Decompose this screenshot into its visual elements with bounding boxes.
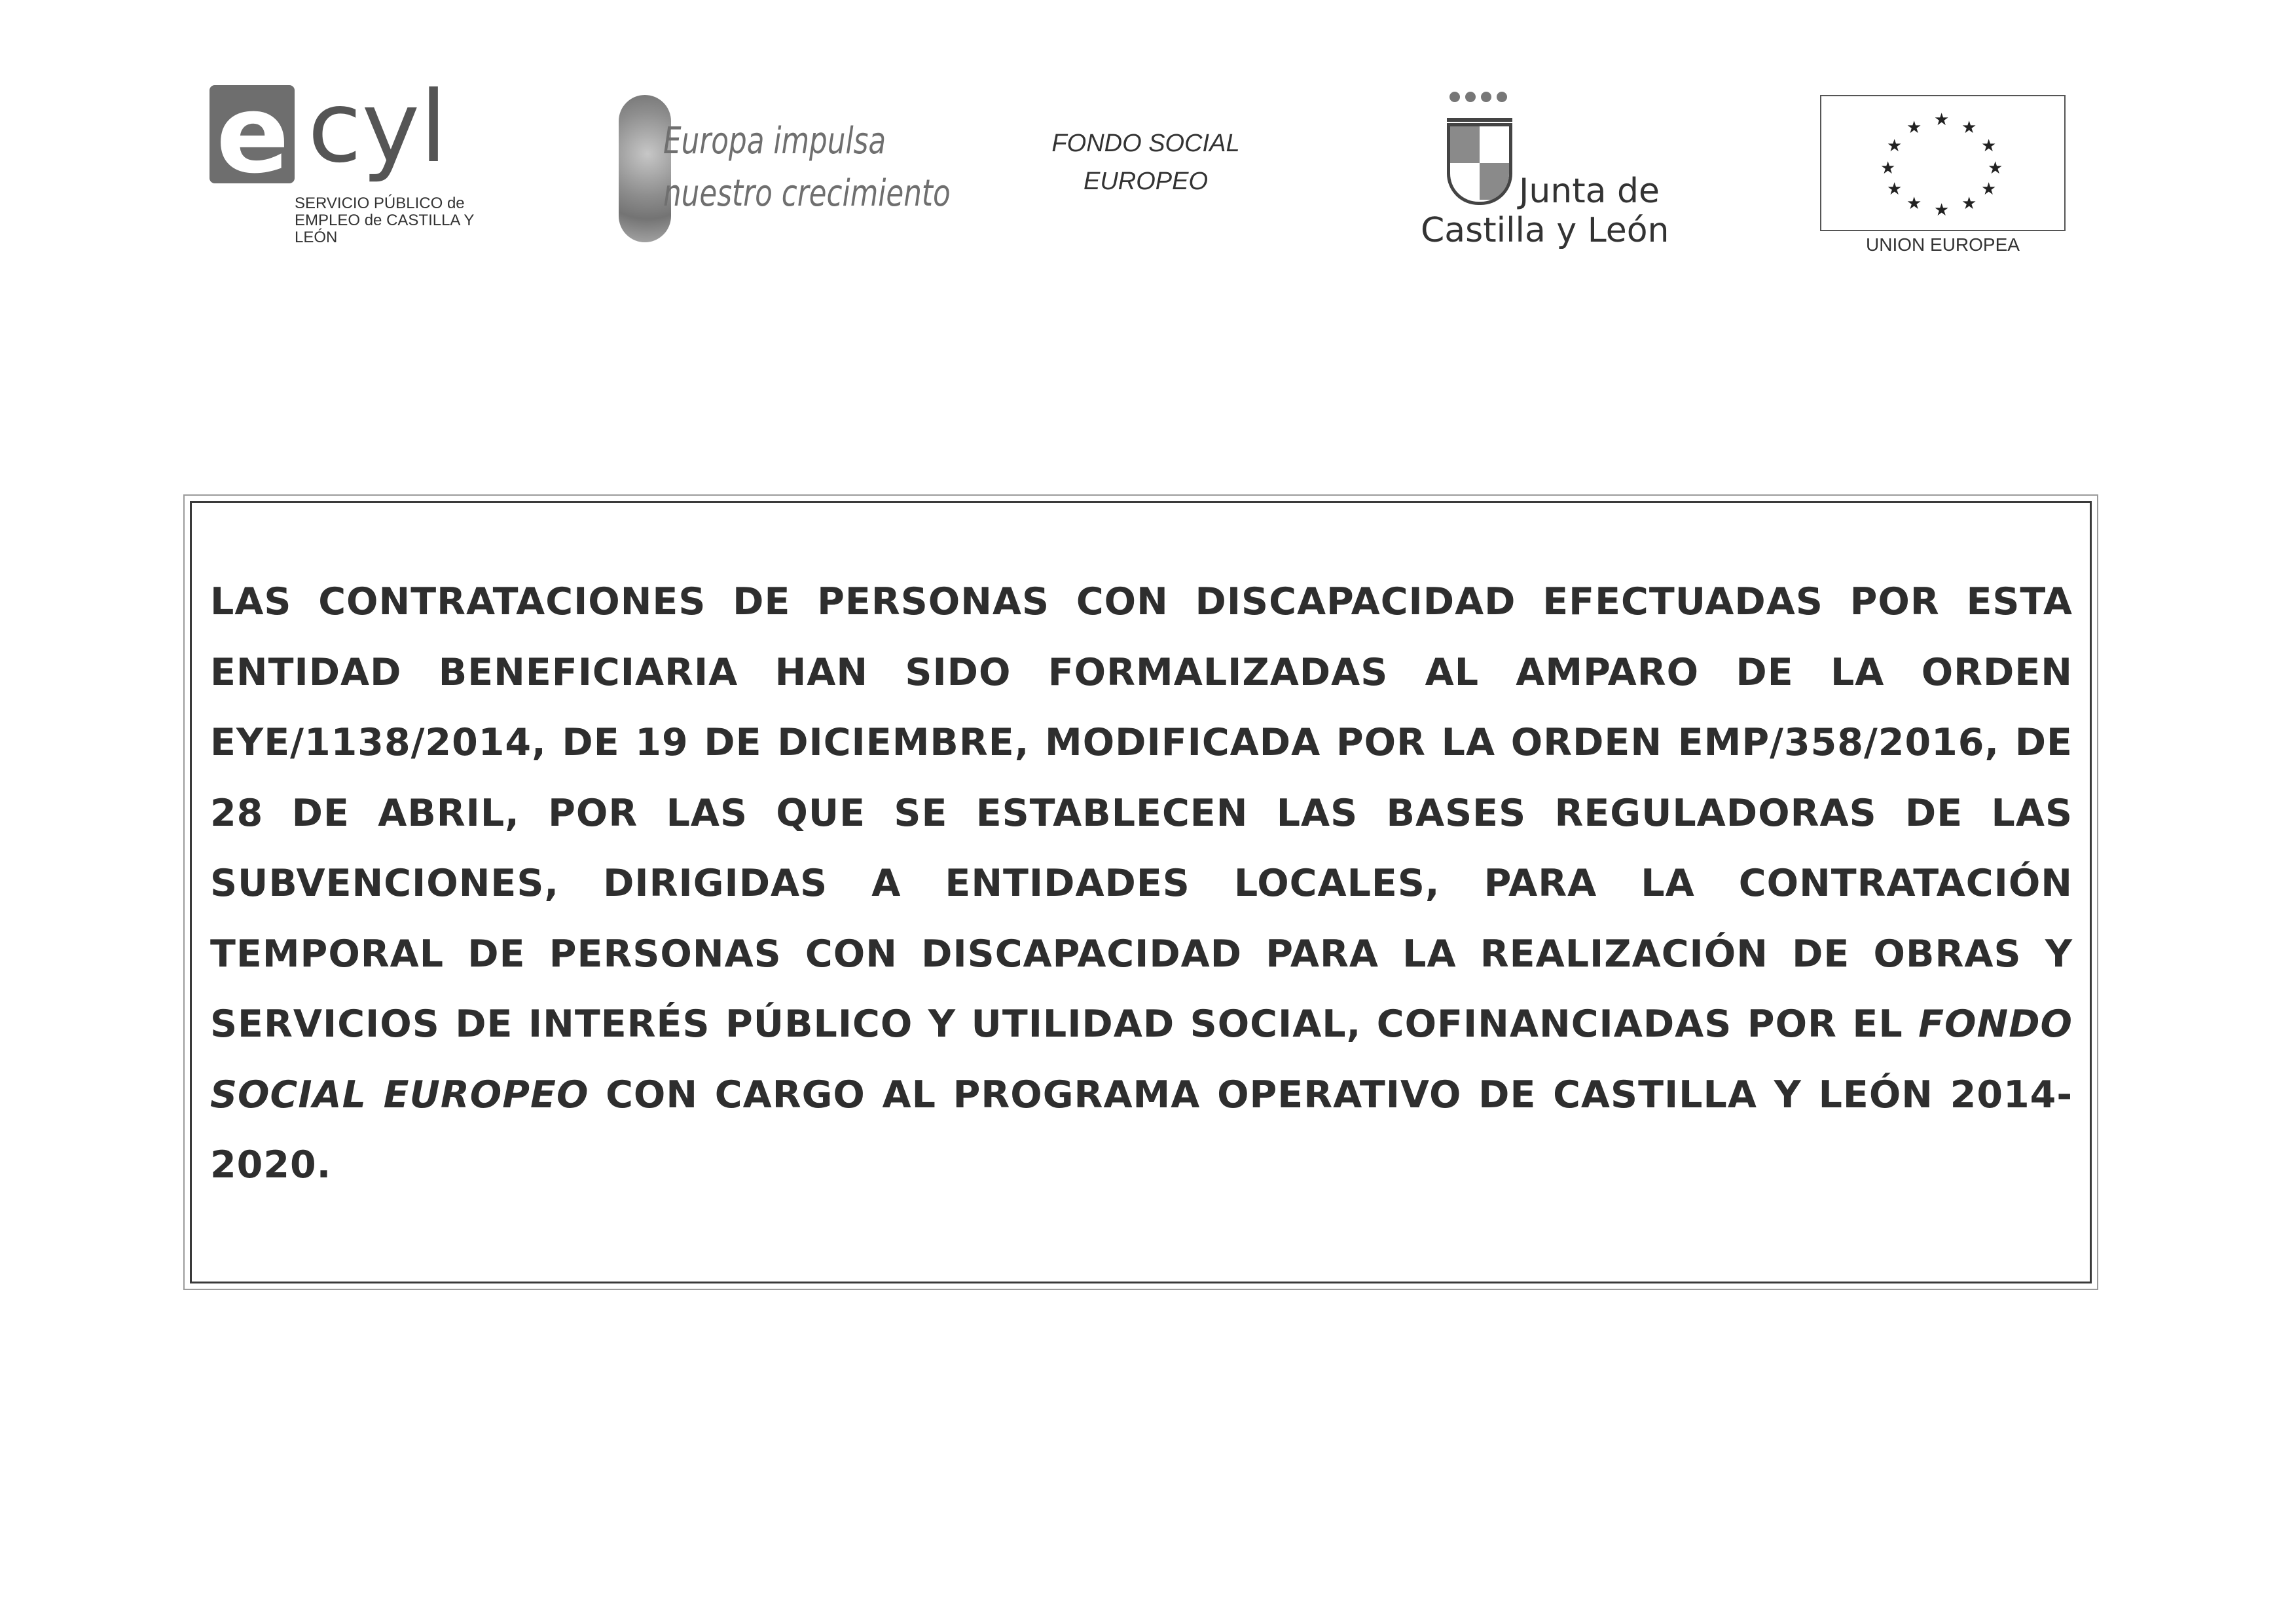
eu-star-icon: ★ <box>1988 158 2003 177</box>
ecyl-mark-letter: e <box>216 71 287 197</box>
eu-caption: UNION EUROPEA <box>1866 234 2020 255</box>
eu-star-icon: ★ <box>1887 136 1903 155</box>
junta-logo <box>1421 92 1696 249</box>
europa-impulsa-logo <box>619 95 951 246</box>
eu-star-icon: ★ <box>1961 193 1977 213</box>
europa-globe-icon <box>619 95 671 242</box>
notice-text <box>210 567 2073 1201</box>
europa-impulsa-line2: nuestro crecimiento <box>663 172 951 215</box>
eu-star-icon: ★ <box>1887 179 1903 198</box>
notice-text-italic: FONDO SOCIAL EUROPEO <box>210 1003 2073 1116</box>
junta-line1: Junta de <box>1519 172 1660 211</box>
ecyl-logo-icon <box>210 71 295 197</box>
notice-text-part1: LAS CONTRATACIONES DE PERSONAS CON DISCAPACIDAD EFECTUADAS POR ESTA ENTIDAD BENEFICIARIA HAN SIDO FORMALIZADAS AL AMPARO DE LA ORDEN EYE/1138/2014, DE 19 DE DICIEMBRE, MODIFICADA POR LA ORDEN EMP/358/2016, DE 28 DE ABRIL, POR LAS QUE SE ESTABLECEN LAS BASES REGULADORAS DE LAS SUBVENCIONES, DIRIGIDAS A ENTIDADES LOCALES, PARA LA CONTRATACIÓN TEMPORAL DE PERSONAS CON DISCAPACIDAD PARA LA REALIZACIÓN DE OBRAS Y SERVICIOS DE INTERÉS PÚBLICO Y UTILIDAD SOCIAL, COFINANCIADAS POR EL <box>210 580 2073 1046</box>
eu-star-icon: ★ <box>1906 117 1922 137</box>
junta-shield-icon <box>1447 123 1512 205</box>
eu-star-icon: ★ <box>1961 117 1977 137</box>
eu-star-icon: ★ <box>1981 179 1997 198</box>
eu-star-icon: ★ <box>1981 136 1997 155</box>
ecyl-subtitle: SERVICIO PÚBLICO de EMPLEO de CASTILLA Y LEÓN <box>295 194 474 246</box>
junta-crown-icon <box>1447 92 1512 122</box>
notice-text-part2: CON CARGO AL PROGRAMA OPERATIVO DE CASTILLA Y LEÓN 2014-2020. <box>210 1073 2073 1187</box>
fondo-social-line1: FONDO SOCIAL <box>1051 130 1240 157</box>
junta-line2: Castilla y León <box>1421 211 1669 250</box>
ecyl-wordmark: cyl <box>308 71 447 185</box>
eu-star-icon: ★ <box>1934 200 1950 219</box>
eu-star-icon: ★ <box>1934 109 1950 129</box>
ecyl-logo <box>210 71 498 246</box>
eu-star-icon: ★ <box>1880 158 1896 177</box>
fondo-social-line2: EUROPEO <box>1083 168 1209 195</box>
eu-flag <box>1820 95 2066 231</box>
europa-impulsa-line1: Europa impulsa <box>663 120 886 162</box>
fondo-social-europeo-label <box>1008 124 1283 200</box>
eu-star-icon: ★ <box>1906 193 1922 213</box>
notice-box <box>190 501 2092 1283</box>
